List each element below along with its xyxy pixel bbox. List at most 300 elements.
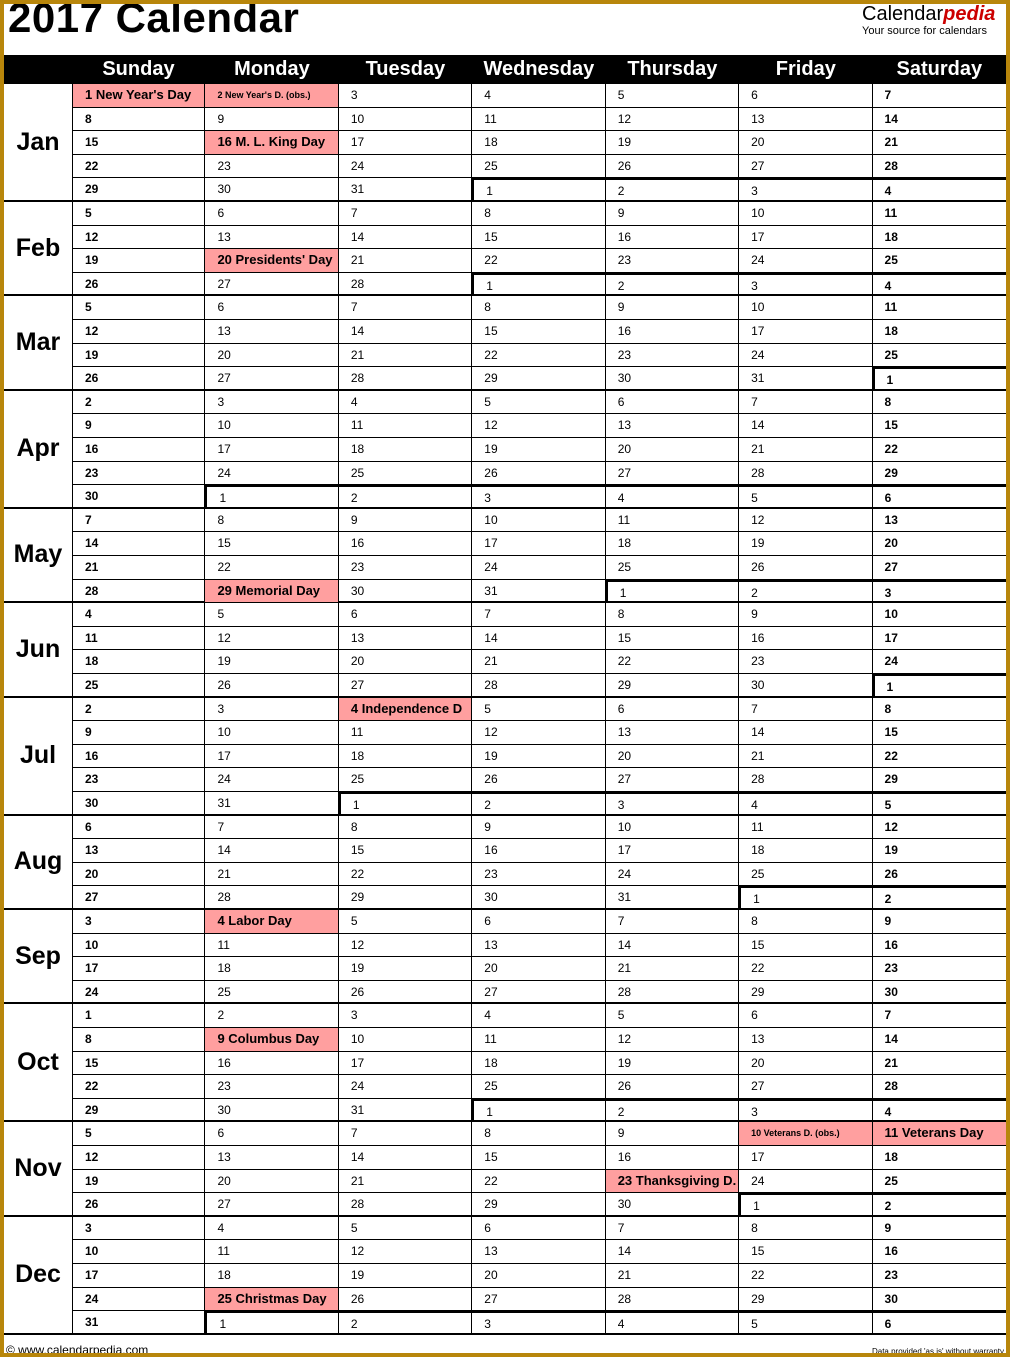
day-cell[interactable]: 16: [72, 438, 205, 462]
day-cell[interactable]: 4: [339, 391, 472, 415]
day-cell[interactable]: 2: [606, 178, 739, 202]
day-cell[interactable]: 17: [606, 839, 739, 863]
day-cell[interactable]: 18: [472, 131, 605, 155]
day-cell[interactable]: 30: [739, 674, 872, 698]
day-cell[interactable]: 17: [472, 532, 605, 556]
day-cell[interactable]: 11: [472, 1028, 605, 1052]
day-cell[interactable]: 24: [873, 650, 1006, 674]
day-cell[interactable]: 9: [72, 414, 205, 438]
day-cell[interactable]: 2: [72, 698, 205, 722]
day-cell[interactable]: 21: [739, 438, 872, 462]
day-cell[interactable]: 7: [339, 202, 472, 226]
day-cell[interactable]: 6: [205, 202, 338, 226]
day-cell[interactable]: 20: [873, 532, 1006, 556]
day-cell[interactable]: 12: [72, 1146, 205, 1170]
day-cell[interactable]: 8: [472, 1122, 605, 1146]
day-cell[interactable]: 8: [339, 816, 472, 840]
day-cell[interactable]: 10: [339, 1028, 472, 1052]
day-cell[interactable]: 21: [873, 131, 1006, 155]
day-cell[interactable]: 3: [339, 1004, 472, 1028]
day-cell[interactable]: 8: [739, 910, 872, 934]
day-cell[interactable]: 26: [339, 981, 472, 1005]
day-cell[interactable]: 16: [739, 627, 872, 651]
holiday-cell[interactable]: 25 Christmas Day: [205, 1288, 338, 1312]
day-cell[interactable]: 5: [339, 910, 472, 934]
day-cell[interactable]: 31: [339, 1099, 472, 1123]
day-cell[interactable]: 29: [739, 981, 872, 1005]
day-cell[interactable]: 20: [739, 1052, 872, 1076]
day-cell[interactable]: 10: [72, 934, 205, 958]
day-cell[interactable]: 5: [339, 1217, 472, 1241]
day-cell[interactable]: 14: [339, 1146, 472, 1170]
day-cell[interactable]: 28: [873, 1075, 1006, 1099]
day-cell[interactable]: 11: [205, 1240, 338, 1264]
day-cell[interactable]: 10: [472, 509, 605, 533]
day-cell[interactable]: 28: [472, 674, 605, 698]
day-cell[interactable]: 6: [739, 84, 872, 108]
day-cell[interactable]: 7: [205, 816, 338, 840]
day-cell[interactable]: 18: [873, 320, 1006, 344]
day-cell[interactable]: 25: [606, 556, 739, 580]
day-cell[interactable]: 15: [472, 320, 605, 344]
day-cell[interactable]: 24: [339, 1075, 472, 1099]
day-cell[interactable]: 23: [205, 155, 338, 179]
day-cell[interactable]: 29: [72, 1099, 205, 1123]
day-cell[interactable]: 1: [739, 886, 872, 910]
day-cell[interactable]: 22: [472, 344, 605, 368]
day-cell[interactable]: 12: [339, 1240, 472, 1264]
day-cell[interactable]: 13: [739, 108, 872, 132]
day-cell[interactable]: 12: [472, 414, 605, 438]
day-cell[interactable]: 13: [472, 1240, 605, 1264]
day-cell[interactable]: 6: [873, 485, 1006, 509]
day-cell[interactable]: 26: [205, 674, 338, 698]
day-cell[interactable]: 15: [873, 414, 1006, 438]
day-cell[interactable]: 7: [339, 296, 472, 320]
day-cell[interactable]: 6: [873, 1311, 1006, 1335]
day-cell[interactable]: 4: [873, 1099, 1006, 1123]
day-cell[interactable]: 27: [873, 556, 1006, 580]
day-cell[interactable]: 7: [873, 84, 1006, 108]
day-cell[interactable]: 8: [606, 603, 739, 627]
day-cell[interactable]: 2: [739, 580, 872, 604]
day-cell[interactable]: 3: [606, 792, 739, 816]
day-cell[interactable]: 13: [205, 226, 338, 250]
day-cell[interactable]: 30: [339, 580, 472, 604]
day-cell[interactable]: 5: [72, 202, 205, 226]
day-cell[interactable]: 6: [606, 698, 739, 722]
day-cell[interactable]: 19: [205, 650, 338, 674]
day-cell[interactable]: 1: [606, 580, 739, 604]
holiday-cell[interactable]: 2 New Year's D. (obs.): [205, 84, 338, 108]
day-cell[interactable]: 22: [72, 155, 205, 179]
day-cell[interactable]: 1: [472, 1099, 605, 1123]
day-cell[interactable]: 17: [205, 438, 338, 462]
day-cell[interactable]: 27: [606, 768, 739, 792]
day-cell[interactable]: 30: [72, 485, 205, 509]
day-cell[interactable]: 22: [606, 650, 739, 674]
day-cell[interactable]: 2: [205, 1004, 338, 1028]
day-cell[interactable]: 16: [339, 532, 472, 556]
day-cell[interactable]: 1: [472, 273, 605, 297]
day-cell[interactable]: 25: [873, 1170, 1006, 1194]
day-cell[interactable]: 15: [606, 627, 739, 651]
day-cell[interactable]: 14: [72, 532, 205, 556]
day-cell[interactable]: 6: [339, 603, 472, 627]
day-cell[interactable]: 16: [606, 320, 739, 344]
day-cell[interactable]: 25: [873, 249, 1006, 273]
day-cell[interactable]: 20: [739, 131, 872, 155]
day-cell[interactable]: 9: [72, 721, 205, 745]
day-cell[interactable]: 9: [873, 910, 1006, 934]
day-cell[interactable]: 2: [472, 792, 605, 816]
day-cell[interactable]: 19: [873, 839, 1006, 863]
day-cell[interactable]: 3: [472, 1311, 605, 1335]
day-cell[interactable]: 19: [339, 1264, 472, 1288]
day-cell[interactable]: 10: [339, 108, 472, 132]
day-cell[interactable]: 23: [873, 957, 1006, 981]
day-cell[interactable]: 1: [72, 1004, 205, 1028]
day-cell[interactable]: 1: [873, 674, 1006, 698]
day-cell[interactable]: 23: [339, 556, 472, 580]
day-cell[interactable]: 26: [606, 1075, 739, 1099]
day-cell[interactable]: 14: [472, 627, 605, 651]
day-cell[interactable]: 26: [472, 462, 605, 486]
day-cell[interactable]: 21: [339, 1170, 472, 1194]
day-cell[interactable]: 6: [739, 1004, 872, 1028]
day-cell[interactable]: 26: [606, 155, 739, 179]
day-cell[interactable]: 16: [606, 1146, 739, 1170]
day-cell[interactable]: 15: [739, 934, 872, 958]
day-cell[interactable]: 20: [606, 438, 739, 462]
day-cell[interactable]: 13: [606, 414, 739, 438]
day-cell[interactable]: 25: [472, 155, 605, 179]
day-cell[interactable]: 19: [606, 131, 739, 155]
day-cell[interactable]: 6: [606, 391, 739, 415]
day-cell[interactable]: 8: [873, 391, 1006, 415]
holiday-cell[interactable]: 9 Columbus Day: [205, 1028, 338, 1052]
day-cell[interactable]: 12: [72, 226, 205, 250]
day-cell[interactable]: 5: [72, 1122, 205, 1146]
day-cell[interactable]: 5: [72, 296, 205, 320]
day-cell[interactable]: 4: [606, 485, 739, 509]
day-cell[interactable]: 29: [72, 178, 205, 202]
day-cell[interactable]: 21: [606, 1264, 739, 1288]
day-cell[interactable]: 23: [205, 1075, 338, 1099]
day-cell[interactable]: 31: [472, 580, 605, 604]
day-cell[interactable]: 10: [739, 202, 872, 226]
day-cell[interactable]: 3: [739, 273, 872, 297]
day-cell[interactable]: 12: [72, 320, 205, 344]
day-cell[interactable]: 24: [339, 155, 472, 179]
day-cell[interactable]: 7: [472, 603, 605, 627]
day-cell[interactable]: 7: [606, 1217, 739, 1241]
day-cell[interactable]: 10: [873, 603, 1006, 627]
day-cell[interactable]: 29: [873, 768, 1006, 792]
day-cell[interactable]: 10: [606, 816, 739, 840]
day-cell[interactable]: 19: [72, 344, 205, 368]
day-cell[interactable]: 20: [472, 957, 605, 981]
day-cell[interactable]: 27: [205, 273, 338, 297]
day-cell[interactable]: 30: [205, 178, 338, 202]
holiday-cell[interactable]: 4 Labor Day: [205, 910, 338, 934]
day-cell[interactable]: 3: [339, 84, 472, 108]
day-cell[interactable]: 2: [339, 1311, 472, 1335]
day-cell[interactable]: 20: [339, 650, 472, 674]
day-cell[interactable]: 20: [472, 1264, 605, 1288]
day-cell[interactable]: 31: [739, 367, 872, 391]
day-cell[interactable]: 8: [72, 1028, 205, 1052]
day-cell[interactable]: 22: [205, 556, 338, 580]
day-cell[interactable]: 16: [606, 226, 739, 250]
day-cell[interactable]: 3: [205, 391, 338, 415]
day-cell[interactable]: 17: [739, 226, 872, 250]
day-cell[interactable]: 9: [873, 1217, 1006, 1241]
day-cell[interactable]: 17: [339, 131, 472, 155]
day-cell[interactable]: 17: [739, 320, 872, 344]
day-cell[interactable]: 22: [472, 1170, 605, 1194]
day-cell[interactable]: 24: [739, 344, 872, 368]
day-cell[interactable]: 3: [472, 485, 605, 509]
day-cell[interactable]: 12: [873, 816, 1006, 840]
day-cell[interactable]: 2: [72, 391, 205, 415]
day-cell[interactable]: 27: [472, 1288, 605, 1312]
day-cell[interactable]: 19: [739, 532, 872, 556]
holiday-cell[interactable]: 10 Veterans D. (obs.): [739, 1122, 872, 1146]
day-cell[interactable]: 10: [739, 296, 872, 320]
day-cell[interactable]: 21: [339, 344, 472, 368]
day-cell[interactable]: 11: [606, 509, 739, 533]
day-cell[interactable]: 27: [205, 367, 338, 391]
day-cell[interactable]: 5: [606, 84, 739, 108]
day-cell[interactable]: 18: [873, 226, 1006, 250]
day-cell[interactable]: 30: [606, 367, 739, 391]
day-cell[interactable]: 20: [205, 344, 338, 368]
day-cell[interactable]: 18: [472, 1052, 605, 1076]
day-cell[interactable]: 16: [72, 745, 205, 769]
day-cell[interactable]: 2: [339, 485, 472, 509]
day-cell[interactable]: 23: [606, 249, 739, 273]
day-cell[interactable]: 19: [472, 438, 605, 462]
day-cell[interactable]: 12: [606, 108, 739, 132]
day-cell[interactable]: 18: [339, 745, 472, 769]
day-cell[interactable]: 21: [72, 556, 205, 580]
day-cell[interactable]: 2: [606, 273, 739, 297]
day-cell[interactable]: 28: [339, 367, 472, 391]
day-cell[interactable]: 25: [72, 674, 205, 698]
day-cell[interactable]: 21: [739, 745, 872, 769]
day-cell[interactable]: 4: [72, 603, 205, 627]
day-cell[interactable]: 1: [472, 178, 605, 202]
day-cell[interactable]: 24: [205, 768, 338, 792]
day-cell[interactable]: 16: [472, 839, 605, 863]
day-cell[interactable]: 4: [739, 792, 872, 816]
day-cell[interactable]: 11: [739, 816, 872, 840]
holiday-cell[interactable]: 16 M. L. King Day: [205, 131, 338, 155]
day-cell[interactable]: 18: [339, 438, 472, 462]
day-cell[interactable]: 3: [873, 580, 1006, 604]
day-cell[interactable]: 28: [873, 155, 1006, 179]
day-cell[interactable]: 18: [606, 532, 739, 556]
day-cell[interactable]: 7: [739, 391, 872, 415]
holiday-cell[interactable]: 4 Independence D: [339, 698, 472, 722]
day-cell[interactable]: 28: [205, 886, 338, 910]
day-cell[interactable]: 10: [205, 414, 338, 438]
day-cell[interactable]: 8: [472, 296, 605, 320]
day-cell[interactable]: 26: [472, 768, 605, 792]
day-cell[interactable]: 17: [72, 957, 205, 981]
day-cell[interactable]: 28: [739, 768, 872, 792]
day-cell[interactable]: 29: [472, 1193, 605, 1217]
day-cell[interactable]: 23: [72, 462, 205, 486]
day-cell[interactable]: 30: [72, 792, 205, 816]
day-cell[interactable]: 27: [472, 981, 605, 1005]
day-cell[interactable]: 26: [72, 367, 205, 391]
day-cell[interactable]: 19: [72, 1170, 205, 1194]
day-cell[interactable]: 12: [205, 627, 338, 651]
day-cell[interactable]: 3: [72, 1217, 205, 1241]
day-cell[interactable]: 27: [205, 1193, 338, 1217]
day-cell[interactable]: 13: [205, 1146, 338, 1170]
day-cell[interactable]: 3: [205, 698, 338, 722]
day-cell[interactable]: 11: [339, 414, 472, 438]
day-cell[interactable]: 13: [205, 320, 338, 344]
day-cell[interactable]: 30: [873, 981, 1006, 1005]
day-cell[interactable]: 25: [339, 462, 472, 486]
day-cell[interactable]: 1: [339, 792, 472, 816]
day-cell[interactable]: 13: [606, 721, 739, 745]
day-cell[interactable]: 21: [472, 650, 605, 674]
day-cell[interactable]: 5: [739, 485, 872, 509]
day-cell[interactable]: 28: [339, 1193, 472, 1217]
day-cell[interactable]: 8: [472, 202, 605, 226]
day-cell[interactable]: 9: [205, 108, 338, 132]
day-cell[interactable]: 9: [606, 296, 739, 320]
day-cell[interactable]: 18: [205, 957, 338, 981]
day-cell[interactable]: 21: [205, 863, 338, 887]
day-cell[interactable]: 15: [72, 131, 205, 155]
day-cell[interactable]: 23: [739, 650, 872, 674]
day-cell[interactable]: 4: [205, 1217, 338, 1241]
day-cell[interactable]: 19: [339, 957, 472, 981]
day-cell[interactable]: 1: [205, 485, 338, 509]
day-cell[interactable]: 2: [873, 1193, 1006, 1217]
day-cell[interactable]: 9: [472, 816, 605, 840]
day-cell[interactable]: 22: [739, 957, 872, 981]
day-cell[interactable]: 14: [739, 414, 872, 438]
day-cell[interactable]: 22: [72, 1075, 205, 1099]
day-cell[interactable]: 23: [873, 1264, 1006, 1288]
day-cell[interactable]: 29: [873, 462, 1006, 486]
day-cell[interactable]: 22: [739, 1264, 872, 1288]
day-cell[interactable]: 15: [873, 721, 1006, 745]
holiday-cell[interactable]: 1 New Year's Day: [72, 84, 205, 108]
day-cell[interactable]: 18: [205, 1264, 338, 1288]
day-cell[interactable]: 8: [72, 108, 205, 132]
day-cell[interactable]: 12: [606, 1028, 739, 1052]
day-cell[interactable]: 28: [739, 462, 872, 486]
day-cell[interactable]: 17: [339, 1052, 472, 1076]
day-cell[interactable]: 25: [339, 768, 472, 792]
day-cell[interactable]: 26: [873, 863, 1006, 887]
day-cell[interactable]: 15: [472, 226, 605, 250]
day-cell[interactable]: 7: [606, 910, 739, 934]
day-cell[interactable]: 19: [606, 1052, 739, 1076]
day-cell[interactable]: 5: [739, 1311, 872, 1335]
day-cell[interactable]: 22: [472, 249, 605, 273]
day-cell[interactable]: 15: [472, 1146, 605, 1170]
day-cell[interactable]: 23: [606, 344, 739, 368]
day-cell[interactable]: 14: [739, 721, 872, 745]
day-cell[interactable]: 31: [72, 1311, 205, 1335]
day-cell[interactable]: 11: [873, 202, 1006, 226]
day-cell[interactable]: 10: [72, 1240, 205, 1264]
day-cell[interactable]: 31: [606, 886, 739, 910]
day-cell[interactable]: 16: [873, 934, 1006, 958]
day-cell[interactable]: 20: [606, 745, 739, 769]
day-cell[interactable]: 14: [339, 226, 472, 250]
day-cell[interactable]: 30: [606, 1193, 739, 1217]
day-cell[interactable]: 3: [72, 910, 205, 934]
day-cell[interactable]: 24: [739, 249, 872, 273]
day-cell[interactable]: 14: [205, 839, 338, 863]
day-cell[interactable]: 22: [873, 745, 1006, 769]
day-cell[interactable]: 25: [873, 344, 1006, 368]
day-cell[interactable]: 28: [606, 981, 739, 1005]
day-cell[interactable]: 14: [873, 108, 1006, 132]
day-cell[interactable]: 13: [339, 627, 472, 651]
day-cell[interactable]: 17: [205, 745, 338, 769]
holiday-cell[interactable]: 29 Memorial Day: [205, 580, 338, 604]
day-cell[interactable]: 26: [72, 1193, 205, 1217]
day-cell[interactable]: 15: [72, 1052, 205, 1076]
day-cell[interactable]: 27: [739, 155, 872, 179]
day-cell[interactable]: 29: [339, 886, 472, 910]
day-cell[interactable]: 4: [873, 273, 1006, 297]
day-cell[interactable]: 13: [472, 934, 605, 958]
day-cell[interactable]: 13: [72, 839, 205, 863]
day-cell[interactable]: 4: [472, 1004, 605, 1028]
day-cell[interactable]: 2: [873, 886, 1006, 910]
day-cell[interactable]: 24: [606, 863, 739, 887]
day-cell[interactable]: 11: [873, 296, 1006, 320]
day-cell[interactable]: 4: [472, 84, 605, 108]
day-cell[interactable]: 30: [205, 1099, 338, 1123]
day-cell[interactable]: 5: [606, 1004, 739, 1028]
day-cell[interactable]: 14: [873, 1028, 1006, 1052]
day-cell[interactable]: 27: [72, 886, 205, 910]
day-cell[interactable]: 1: [873, 367, 1006, 391]
day-cell[interactable]: 18: [72, 650, 205, 674]
day-cell[interactable]: 17: [739, 1146, 872, 1170]
day-cell[interactable]: 17: [873, 627, 1006, 651]
day-cell[interactable]: 12: [739, 509, 872, 533]
holiday-cell[interactable]: 11 Veterans Day: [873, 1122, 1006, 1146]
day-cell[interactable]: 6: [205, 296, 338, 320]
day-cell[interactable]: 14: [339, 320, 472, 344]
day-cell[interactable]: 29: [606, 674, 739, 698]
day-cell[interactable]: 9: [739, 603, 872, 627]
day-cell[interactable]: 10: [205, 721, 338, 745]
day-cell[interactable]: 12: [339, 934, 472, 958]
day-cell[interactable]: 27: [739, 1075, 872, 1099]
day-cell[interactable]: 23: [472, 863, 605, 887]
day-cell[interactable]: 31: [339, 178, 472, 202]
day-cell[interactable]: 12: [472, 721, 605, 745]
day-cell[interactable]: 4: [606, 1311, 739, 1335]
day-cell[interactable]: 4: [873, 178, 1006, 202]
day-cell[interactable]: 26: [339, 1288, 472, 1312]
